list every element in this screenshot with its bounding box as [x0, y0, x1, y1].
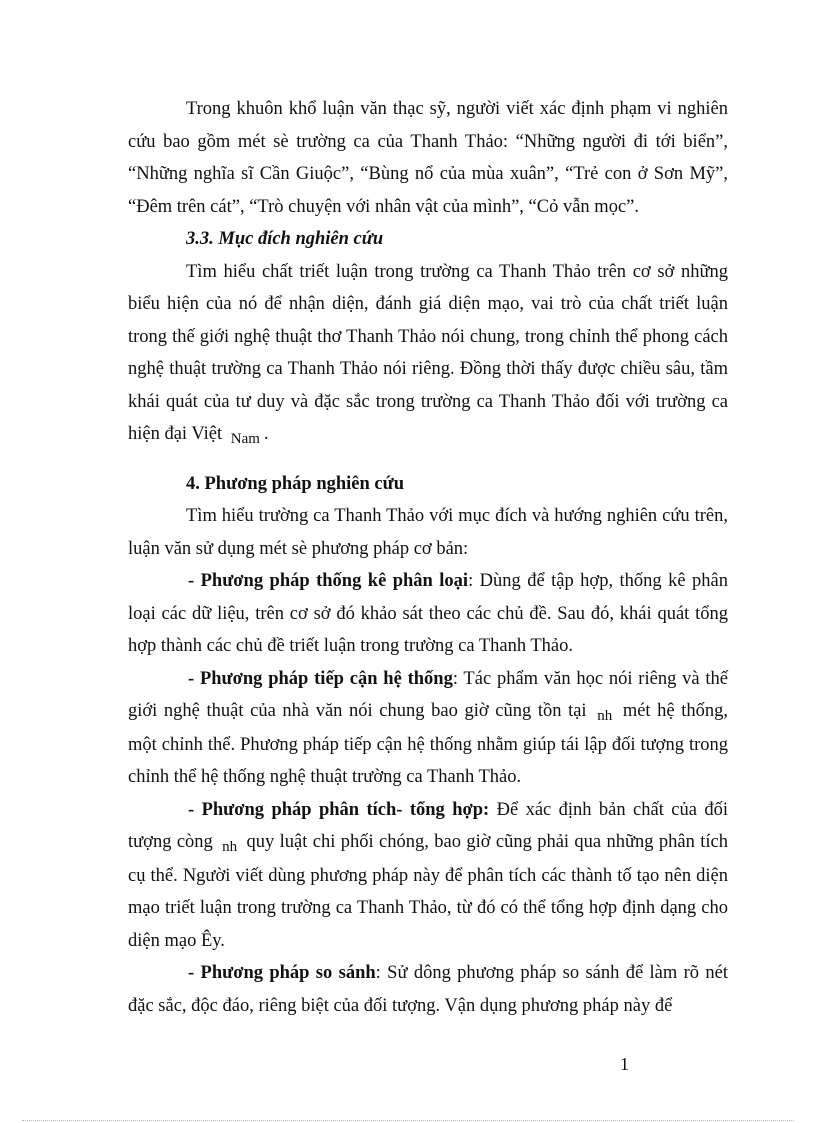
method-comparison-text: : Sử dông phương pháp so sánh để làm rõ nét đặc sắc, độc đáo, riêng biệt của đối tượng. Vận dụng phương pháp này để: [128, 963, 728, 1016]
method-systems-name: - Phương pháp tiếp cận hệ thống: [188, 668, 453, 689]
method-systems-text-after: mét hệ thống, một chỉnh thể. Phương pháp tiếp cận hệ thống nhằm giúp tái lập đối tượng trong chỉnh thể hệ thống nghệ thuật trường ca Thanh Thảo.: [128, 701, 729, 787]
method-statistics-text: : Dùng để tập hợp, thống kê phân loại các dữ liệu, trên cơ sở đó khảo sát theo các chủ đề. Sau đó, khái quát tổng hợp thành các chủ đề triết luận trong trường ca Thanh Thảo.: [128, 571, 728, 656]
page-number: 1: [620, 1054, 629, 1074]
footer-divider: [22, 1120, 794, 1121]
methods-intro-paragraph: Tìm hiểu trường ca Thanh Thảo với mục đích và hướng nghiên cứu trên, luận văn sử dụng mét sè phương pháp cơ bản:: [128, 506, 728, 559]
heading-research-methods: 4. Phương pháp nghiên cứu: [186, 473, 405, 494]
method-analysis-text-before: Để xác định bản chất của đối tượng còng: [128, 799, 728, 852]
page-content: [128, 93, 728, 1022]
method-analysis-text-after: quy luật chi phối chóng, bao giờ cũng phải qua những phân tích cụ thể. Người viết dùng phương pháp này để phân tích các thành tố tạo nên diện mạo triết luận trong trường ca Thanh Thảo, từ đó có thể tổng hợp định dạng cho diện mạo Êy.: [128, 832, 728, 951]
method-systems-sub-word: nh: [597, 708, 613, 724]
heading-research-purpose: 3.3. Mục đích nghiên cứu: [186, 229, 384, 249]
method-analysis-paragraph: [128, 794, 728, 958]
method-comparison-paragraph: [128, 957, 728, 1022]
method-comparison-name: - Phương pháp so sánh: [188, 963, 376, 983]
method-systems-text-before: : Tác phẩm văn học nói riêng và thế giới nghệ thuật của nhà văn nói chung bao giờ cũng tồn tại: [128, 668, 728, 721]
method-analysis-name: - Phương pháp phân tích- tổng hợp:: [188, 799, 490, 820]
research-purpose-end-word: Nam: [230, 431, 260, 447]
research-purpose-text: Tìm hiểu chất triết luận trong trường ca Thanh Thảo trên cơ sở những biểu hiện của nó để nhận diện, đánh giá diện mạo, vai trò của chất triết luận trong thế giới nghệ thuật thơ Thanh Thảo nói chung, trong chỉnh thể phong cách nghệ thuật trường ca Thanh Thảo nói riêng. Đồng thời thấy được chiều sâu, tầm khái quát của tư duy và đặc sắc trong trường ca Thanh Thảo đối với trường ca hiện đại Việt: [128, 261, 728, 444]
method-statistics-paragraph: [128, 565, 728, 663]
method-analysis-sub-word: nh: [222, 839, 238, 855]
research-purpose-end-punct: .: [263, 424, 269, 444]
method-statistics-name: - Phương pháp thống kê phân loại: [188, 571, 469, 591]
scope-paragraph: Trong khuôn khổ luận văn thạc sỹ, người viết xác định phạm vi nghiên cứu bao gồm mét sè trường ca của Thanh Thảo: “Những người đi tới biển”, “Những nghĩa sĩ Cần Giuộc”, “Bùng nổ của mùa xuân”, “Trẻ con ở Sơn Mỹ”, “Đêm trên cát”, “Trò chuyện với nhân vật của mình”, “Cỏ vẫn mọc”.: [128, 99, 728, 217]
method-systems-paragraph: [128, 663, 728, 794]
research-purpose-paragraph: [128, 256, 728, 452]
